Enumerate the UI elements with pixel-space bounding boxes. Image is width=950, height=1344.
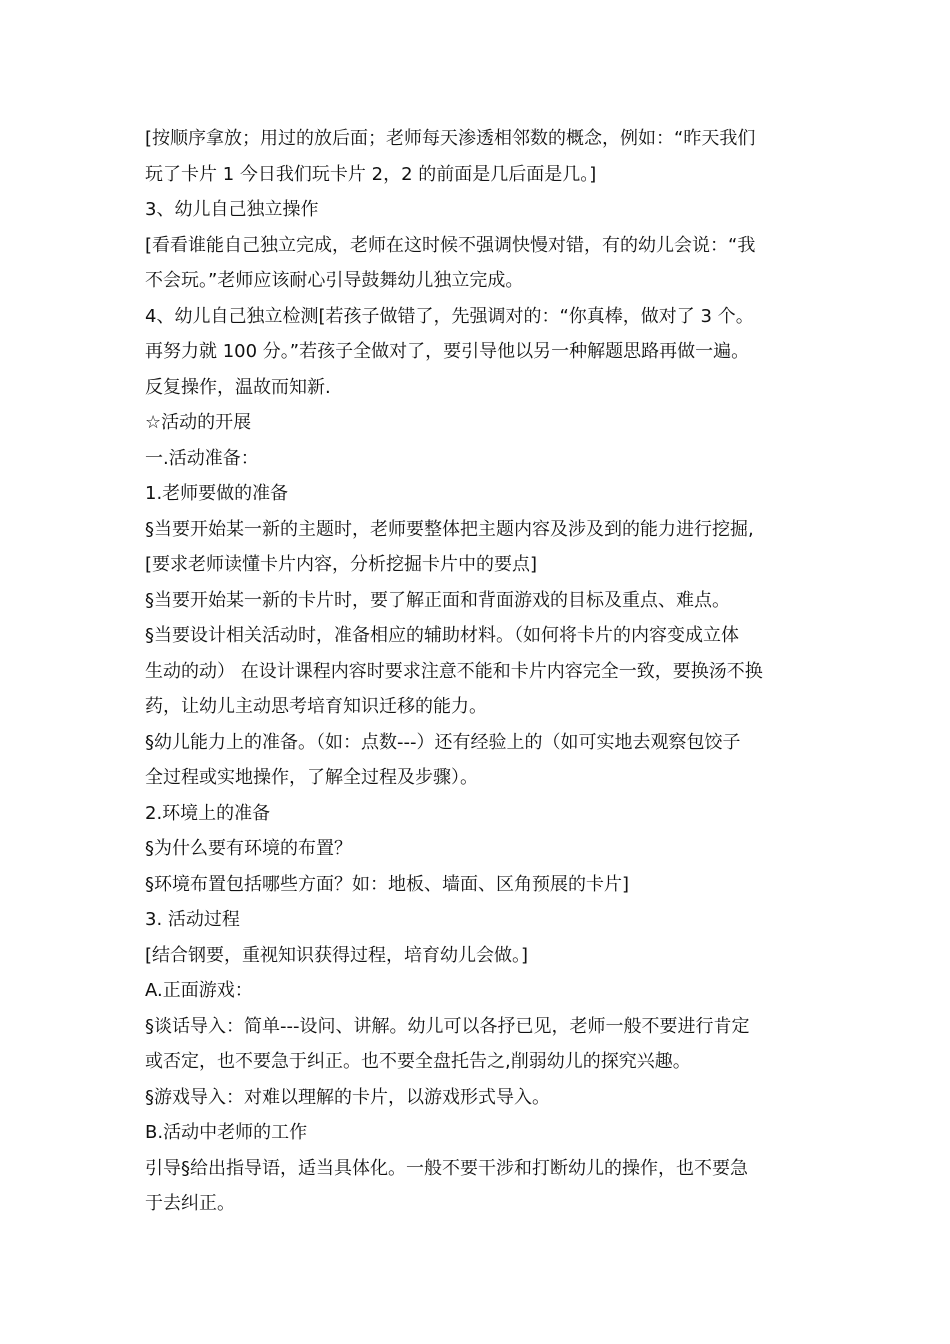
subsection-heading: A.正面游戏：: [145, 980, 253, 1001]
text-line: §环境布置包括哪些方面？如：地板、墙面、区角预展的卡片]: [145, 873, 630, 895]
text-line: 或否定，也不要急于纠正。也不要全盘托告之,削弱幼儿的探究兴趣。: [145, 1051, 691, 1072]
text-line: §幼儿能力上的准备。（如：点数---）还有经验上的（如可实地去观察包饺子: [145, 731, 741, 753]
subsection-heading: 2.环境上的准备: [145, 802, 271, 824]
text-line: §游戏导入：对难以理解的卡片，以游戏形式导入。: [145, 1086, 550, 1108]
text-line: [要求老师读懂卡片内容，分析挖掘卡片中的要点]: [145, 554, 538, 575]
text-line: 药，让幼儿主动思考培育知识迁移的能力。: [145, 696, 487, 717]
text-line: 反复操作，温故而知新.: [145, 376, 331, 398]
document-body: [145, 121, 825, 1222]
text-line: §当要开始某一新的卡片时，要了解正面和背面游戏的目标及重点、难点。: [145, 589, 730, 611]
text-line: [按顺序拿放；用过的放后面；老师每天渗透相邻数的概念，例如：“昨天我们: [145, 128, 756, 149]
text-line: [看看谁能自己独立完成，老师在这时候不强调快慢对错，有的幼儿会说：“我: [145, 234, 756, 256]
text-line: §谈话导入：简单---设问、讲解。幼儿可以各抒已见，老师一般不要进行肯定: [145, 1015, 750, 1037]
text-line: §当要开始某一新的主题时，老师要整体把主题内容及涉及到的能力进行挖掘,: [145, 518, 754, 540]
text-line: 引导§给出指导语，适当具体化。一般不要干涉和打断幼儿的操作，也不要急: [145, 1157, 748, 1179]
section-heading: 一.活动准备：: [145, 447, 259, 469]
text-line: 玩了卡片 1 今日我们玩卡片 2，2 的前面是几后面是几。]: [145, 163, 597, 185]
text-line: 不会玩。”老师应该耐心引导鼓舞幼儿独立完成。: [145, 270, 524, 291]
text-line: 4、幼儿自己独立检测[若孩子做错了，先强调对的：“你真棒，做对了 3 个。: [145, 305, 754, 327]
section-heading: ☆活动的开展: [145, 412, 252, 433]
text-line: §为什么要有环境的布置？: [145, 838, 352, 859]
text-line: 3、幼儿自己独立操作: [145, 199, 319, 220]
subsection-heading: 1.老师要做的准备: [145, 483, 289, 504]
text-line: §当要设计相关活动时，准备相应的辅助材料。（如何将卡片的内容变成立体: [145, 625, 739, 646]
text-line: 全过程或实地操作，了解全过程及步骤）。: [145, 767, 478, 788]
subsection-heading: 3. 活动过程: [145, 909, 240, 930]
text-line: 生动的动） 在设计课程内容时要求注意不能和卡片内容完全一致，要换汤不换: [145, 660, 763, 682]
text-line: 再努力就 100 分。”若孩子全做对了，要引导他以另一种解题思路再做一遍。: [145, 341, 750, 362]
text-line: 于去纠正。: [145, 1193, 235, 1214]
subsection-heading: B.活动中老师的工作: [145, 1122, 308, 1143]
text-line: [结合钢要，重视知识获得过程，培育幼儿会做。]: [145, 944, 529, 966]
